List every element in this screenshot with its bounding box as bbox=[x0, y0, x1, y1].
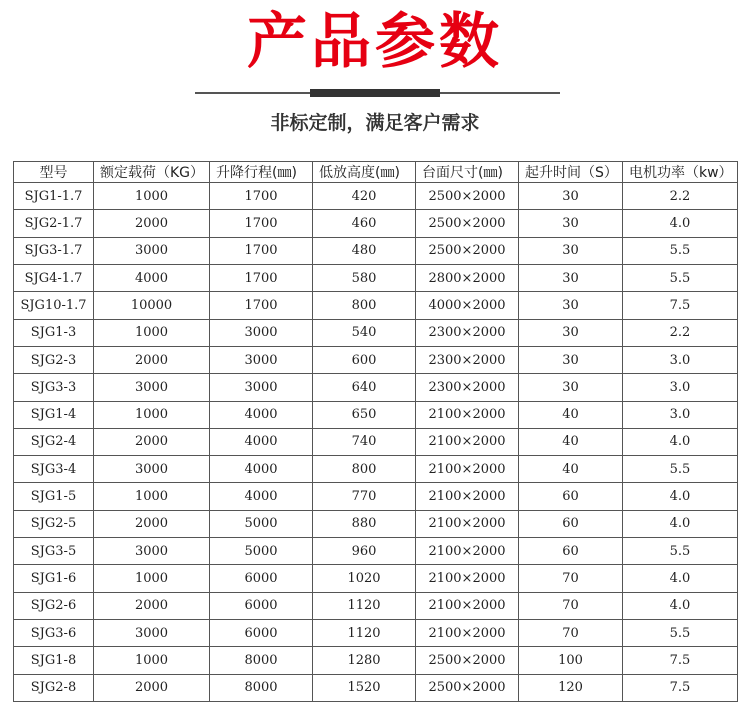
cell-platform-size: 2500×2000 bbox=[416, 674, 519, 701]
cell-lift-time: 100 bbox=[519, 647, 623, 674]
cell-lift-time: 30 bbox=[519, 264, 623, 291]
cell-lowered-height: 880 bbox=[313, 510, 416, 537]
cell-rated-load: 1000 bbox=[94, 401, 210, 428]
cell-lift-time: 60 bbox=[519, 483, 623, 510]
cell-platform-size: 2100×2000 bbox=[416, 401, 519, 428]
cell-lift-stroke: 4000 bbox=[210, 401, 313, 428]
cell-platform-size: 2500×2000 bbox=[416, 237, 519, 264]
cell-platform-size: 2100×2000 bbox=[416, 565, 519, 592]
cell-lowered-height: 1280 bbox=[313, 647, 416, 674]
cell-model: SJG1-6 bbox=[14, 565, 94, 592]
cell-motor-power: 4.0 bbox=[623, 565, 738, 592]
cell-lift-stroke: 3000 bbox=[210, 374, 313, 401]
cell-lift-stroke: 5000 bbox=[210, 538, 313, 565]
cell-platform-size: 2100×2000 bbox=[416, 592, 519, 619]
cell-platform-size: 2500×2000 bbox=[416, 183, 519, 210]
table-row bbox=[14, 210, 738, 237]
cell-platform-size: 2100×2000 bbox=[416, 510, 519, 537]
cell-platform-size: 2500×2000 bbox=[416, 647, 519, 674]
cell-platform-size: 2300×2000 bbox=[416, 319, 519, 346]
header-model: 型号 bbox=[14, 162, 94, 183]
cell-motor-power: 7.5 bbox=[623, 647, 738, 674]
cell-lift-time: 40 bbox=[519, 456, 623, 483]
cell-motor-power: 4.0 bbox=[623, 592, 738, 619]
cell-lowered-height: 480 bbox=[313, 237, 416, 264]
cell-lowered-height: 600 bbox=[313, 346, 416, 373]
table-row bbox=[14, 538, 738, 565]
cell-model: SJG2-8 bbox=[14, 674, 94, 701]
header-platform-size: 台面尺寸(㎜) bbox=[416, 162, 519, 183]
cell-model: SJG1-5 bbox=[14, 483, 94, 510]
cell-motor-power: 5.5 bbox=[623, 538, 738, 565]
cell-lift-time: 30 bbox=[519, 374, 623, 401]
cell-motor-power: 7.5 bbox=[623, 674, 738, 701]
cell-rated-load: 1000 bbox=[94, 483, 210, 510]
table-row bbox=[14, 674, 738, 701]
header-rated-load: 额定载荷（KG） bbox=[94, 162, 210, 183]
cell-model: SJG2-5 bbox=[14, 510, 94, 537]
page-subtitle: 非标定制，满足客户需求 bbox=[270, 112, 480, 134]
cell-platform-size: 2100×2000 bbox=[416, 483, 519, 510]
header-lift-stroke: 升降行程(㎜) bbox=[210, 162, 313, 183]
cell-lift-time: 70 bbox=[519, 620, 623, 647]
cell-model: SJG4-1.7 bbox=[14, 264, 94, 291]
cell-motor-power: 5.5 bbox=[623, 620, 738, 647]
cell-rated-load: 3000 bbox=[94, 237, 210, 264]
cell-lowered-height: 1120 bbox=[313, 592, 416, 619]
cell-model: SJG10-1.7 bbox=[14, 292, 94, 319]
table-row bbox=[14, 319, 738, 346]
cell-rated-load: 2000 bbox=[94, 210, 210, 237]
cell-lift-stroke: 1700 bbox=[210, 292, 313, 319]
cell-lift-time: 70 bbox=[519, 565, 623, 592]
cell-rated-load: 3000 bbox=[94, 538, 210, 565]
table-row bbox=[14, 483, 738, 510]
cell-platform-size: 2100×2000 bbox=[416, 456, 519, 483]
cell-motor-power: 2.2 bbox=[623, 183, 738, 210]
cell-lowered-height: 420 bbox=[313, 183, 416, 210]
cell-rated-load: 2000 bbox=[94, 674, 210, 701]
cell-model: SJG1-4 bbox=[14, 401, 94, 428]
cell-lowered-height: 540 bbox=[313, 319, 416, 346]
cell-model: SJG3-3 bbox=[14, 374, 94, 401]
cell-lowered-height: 960 bbox=[313, 538, 416, 565]
header-motor-power: 电机功率（kw） bbox=[623, 162, 738, 183]
cell-lift-time: 40 bbox=[519, 401, 623, 428]
cell-lift-time: 70 bbox=[519, 592, 623, 619]
cell-model: SJG1-1.7 bbox=[14, 183, 94, 210]
product-spec-table bbox=[13, 161, 738, 702]
cell-lift-stroke: 1700 bbox=[210, 183, 313, 210]
cell-motor-power: 3.0 bbox=[623, 401, 738, 428]
cell-lift-stroke: 6000 bbox=[210, 620, 313, 647]
cell-motor-power: 4.0 bbox=[623, 483, 738, 510]
cell-rated-load: 2000 bbox=[94, 592, 210, 619]
cell-platform-size: 2300×2000 bbox=[416, 374, 519, 401]
table-row bbox=[14, 264, 738, 291]
cell-platform-size: 2300×2000 bbox=[416, 346, 519, 373]
cell-lift-stroke: 8000 bbox=[210, 674, 313, 701]
table-body bbox=[14, 183, 738, 702]
table-header-row bbox=[14, 162, 738, 183]
cell-lift-stroke: 6000 bbox=[210, 592, 313, 619]
cell-rated-load: 3000 bbox=[94, 456, 210, 483]
table-row bbox=[14, 592, 738, 619]
title-divider-accent bbox=[310, 89, 440, 97]
page-title: 产品参数 bbox=[247, 7, 503, 77]
cell-motor-power: 7.5 bbox=[623, 292, 738, 319]
cell-lowered-height: 1520 bbox=[313, 674, 416, 701]
cell-lift-stroke: 4000 bbox=[210, 428, 313, 455]
cell-lift-stroke: 6000 bbox=[210, 565, 313, 592]
header-lift-time: 起升时间（S） bbox=[519, 162, 623, 183]
cell-lift-time: 30 bbox=[519, 237, 623, 264]
cell-model: SJG2-4 bbox=[14, 428, 94, 455]
cell-lowered-height: 740 bbox=[313, 428, 416, 455]
cell-motor-power: 5.5 bbox=[623, 264, 738, 291]
cell-lift-time: 60 bbox=[519, 510, 623, 537]
table-row bbox=[14, 346, 738, 373]
cell-motor-power: 4.0 bbox=[623, 210, 738, 237]
table-row bbox=[14, 237, 738, 264]
cell-lift-time: 40 bbox=[519, 428, 623, 455]
cell-lift-time: 30 bbox=[519, 319, 623, 346]
table-row bbox=[14, 620, 738, 647]
table-row bbox=[14, 510, 738, 537]
table-row bbox=[14, 565, 738, 592]
cell-model: SJG3-5 bbox=[14, 538, 94, 565]
table-row bbox=[14, 428, 738, 455]
cell-rated-load: 1000 bbox=[94, 183, 210, 210]
cell-lift-time: 30 bbox=[519, 346, 623, 373]
cell-platform-size: 2100×2000 bbox=[416, 428, 519, 455]
cell-lowered-height: 460 bbox=[313, 210, 416, 237]
cell-motor-power: 2.2 bbox=[623, 319, 738, 346]
cell-rated-load: 3000 bbox=[94, 620, 210, 647]
cell-lowered-height: 580 bbox=[313, 264, 416, 291]
table-row bbox=[14, 374, 738, 401]
cell-platform-size: 2100×2000 bbox=[416, 538, 519, 565]
cell-model: SJG2-6 bbox=[14, 592, 94, 619]
cell-rated-load: 4000 bbox=[94, 264, 210, 291]
table-row bbox=[14, 183, 738, 210]
cell-model: SJG1-3 bbox=[14, 319, 94, 346]
table-row bbox=[14, 292, 738, 319]
cell-lift-time: 30 bbox=[519, 210, 623, 237]
cell-lowered-height: 650 bbox=[313, 401, 416, 428]
cell-lift-time: 60 bbox=[519, 538, 623, 565]
cell-motor-power: 5.5 bbox=[623, 456, 738, 483]
cell-lift-stroke: 5000 bbox=[210, 510, 313, 537]
cell-motor-power: 4.0 bbox=[623, 428, 738, 455]
cell-rated-load: 1000 bbox=[94, 647, 210, 674]
cell-model: SJG3-6 bbox=[14, 620, 94, 647]
cell-lift-stroke: 3000 bbox=[210, 319, 313, 346]
cell-lowered-height: 800 bbox=[313, 456, 416, 483]
cell-lowered-height: 1020 bbox=[313, 565, 416, 592]
cell-lift-time: 120 bbox=[519, 674, 623, 701]
table-row bbox=[14, 401, 738, 428]
cell-lowered-height: 640 bbox=[313, 374, 416, 401]
cell-motor-power: 5.5 bbox=[623, 237, 738, 264]
cell-lift-stroke: 8000 bbox=[210, 647, 313, 674]
cell-lowered-height: 1120 bbox=[313, 620, 416, 647]
cell-model: SJG3-4 bbox=[14, 456, 94, 483]
cell-rated-load: 1000 bbox=[94, 565, 210, 592]
cell-lowered-height: 770 bbox=[313, 483, 416, 510]
cell-lift-stroke: 1700 bbox=[210, 264, 313, 291]
cell-lift-stroke: 3000 bbox=[210, 346, 313, 373]
cell-model: SJG2-1.7 bbox=[14, 210, 94, 237]
cell-lift-stroke: 4000 bbox=[210, 456, 313, 483]
cell-motor-power: 3.0 bbox=[623, 346, 738, 373]
cell-platform-size: 2500×2000 bbox=[416, 210, 519, 237]
cell-lift-stroke: 1700 bbox=[210, 210, 313, 237]
cell-rated-load: 10000 bbox=[94, 292, 210, 319]
cell-rated-load: 1000 bbox=[94, 319, 210, 346]
cell-lowered-height: 800 bbox=[313, 292, 416, 319]
cell-lift-time: 30 bbox=[519, 183, 623, 210]
table-row bbox=[14, 456, 738, 483]
cell-model: SJG3-1.7 bbox=[14, 237, 94, 264]
cell-lift-time: 30 bbox=[519, 292, 623, 319]
cell-model: SJG1-8 bbox=[14, 647, 94, 674]
cell-platform-size: 2800×2000 bbox=[416, 264, 519, 291]
cell-platform-size: 2100×2000 bbox=[416, 620, 519, 647]
cell-lift-stroke: 1700 bbox=[210, 237, 313, 264]
table-row bbox=[14, 647, 738, 674]
cell-model: SJG2-3 bbox=[14, 346, 94, 373]
cell-rated-load: 2000 bbox=[94, 510, 210, 537]
cell-rated-load: 3000 bbox=[94, 374, 210, 401]
cell-rated-load: 2000 bbox=[94, 428, 210, 455]
cell-motor-power: 3.0 bbox=[623, 374, 738, 401]
cell-motor-power: 4.0 bbox=[623, 510, 738, 537]
cell-platform-size: 4000×2000 bbox=[416, 292, 519, 319]
header-lowered-height: 低放高度(㎜) bbox=[313, 162, 416, 183]
cell-rated-load: 2000 bbox=[94, 346, 210, 373]
cell-lift-stroke: 4000 bbox=[210, 483, 313, 510]
